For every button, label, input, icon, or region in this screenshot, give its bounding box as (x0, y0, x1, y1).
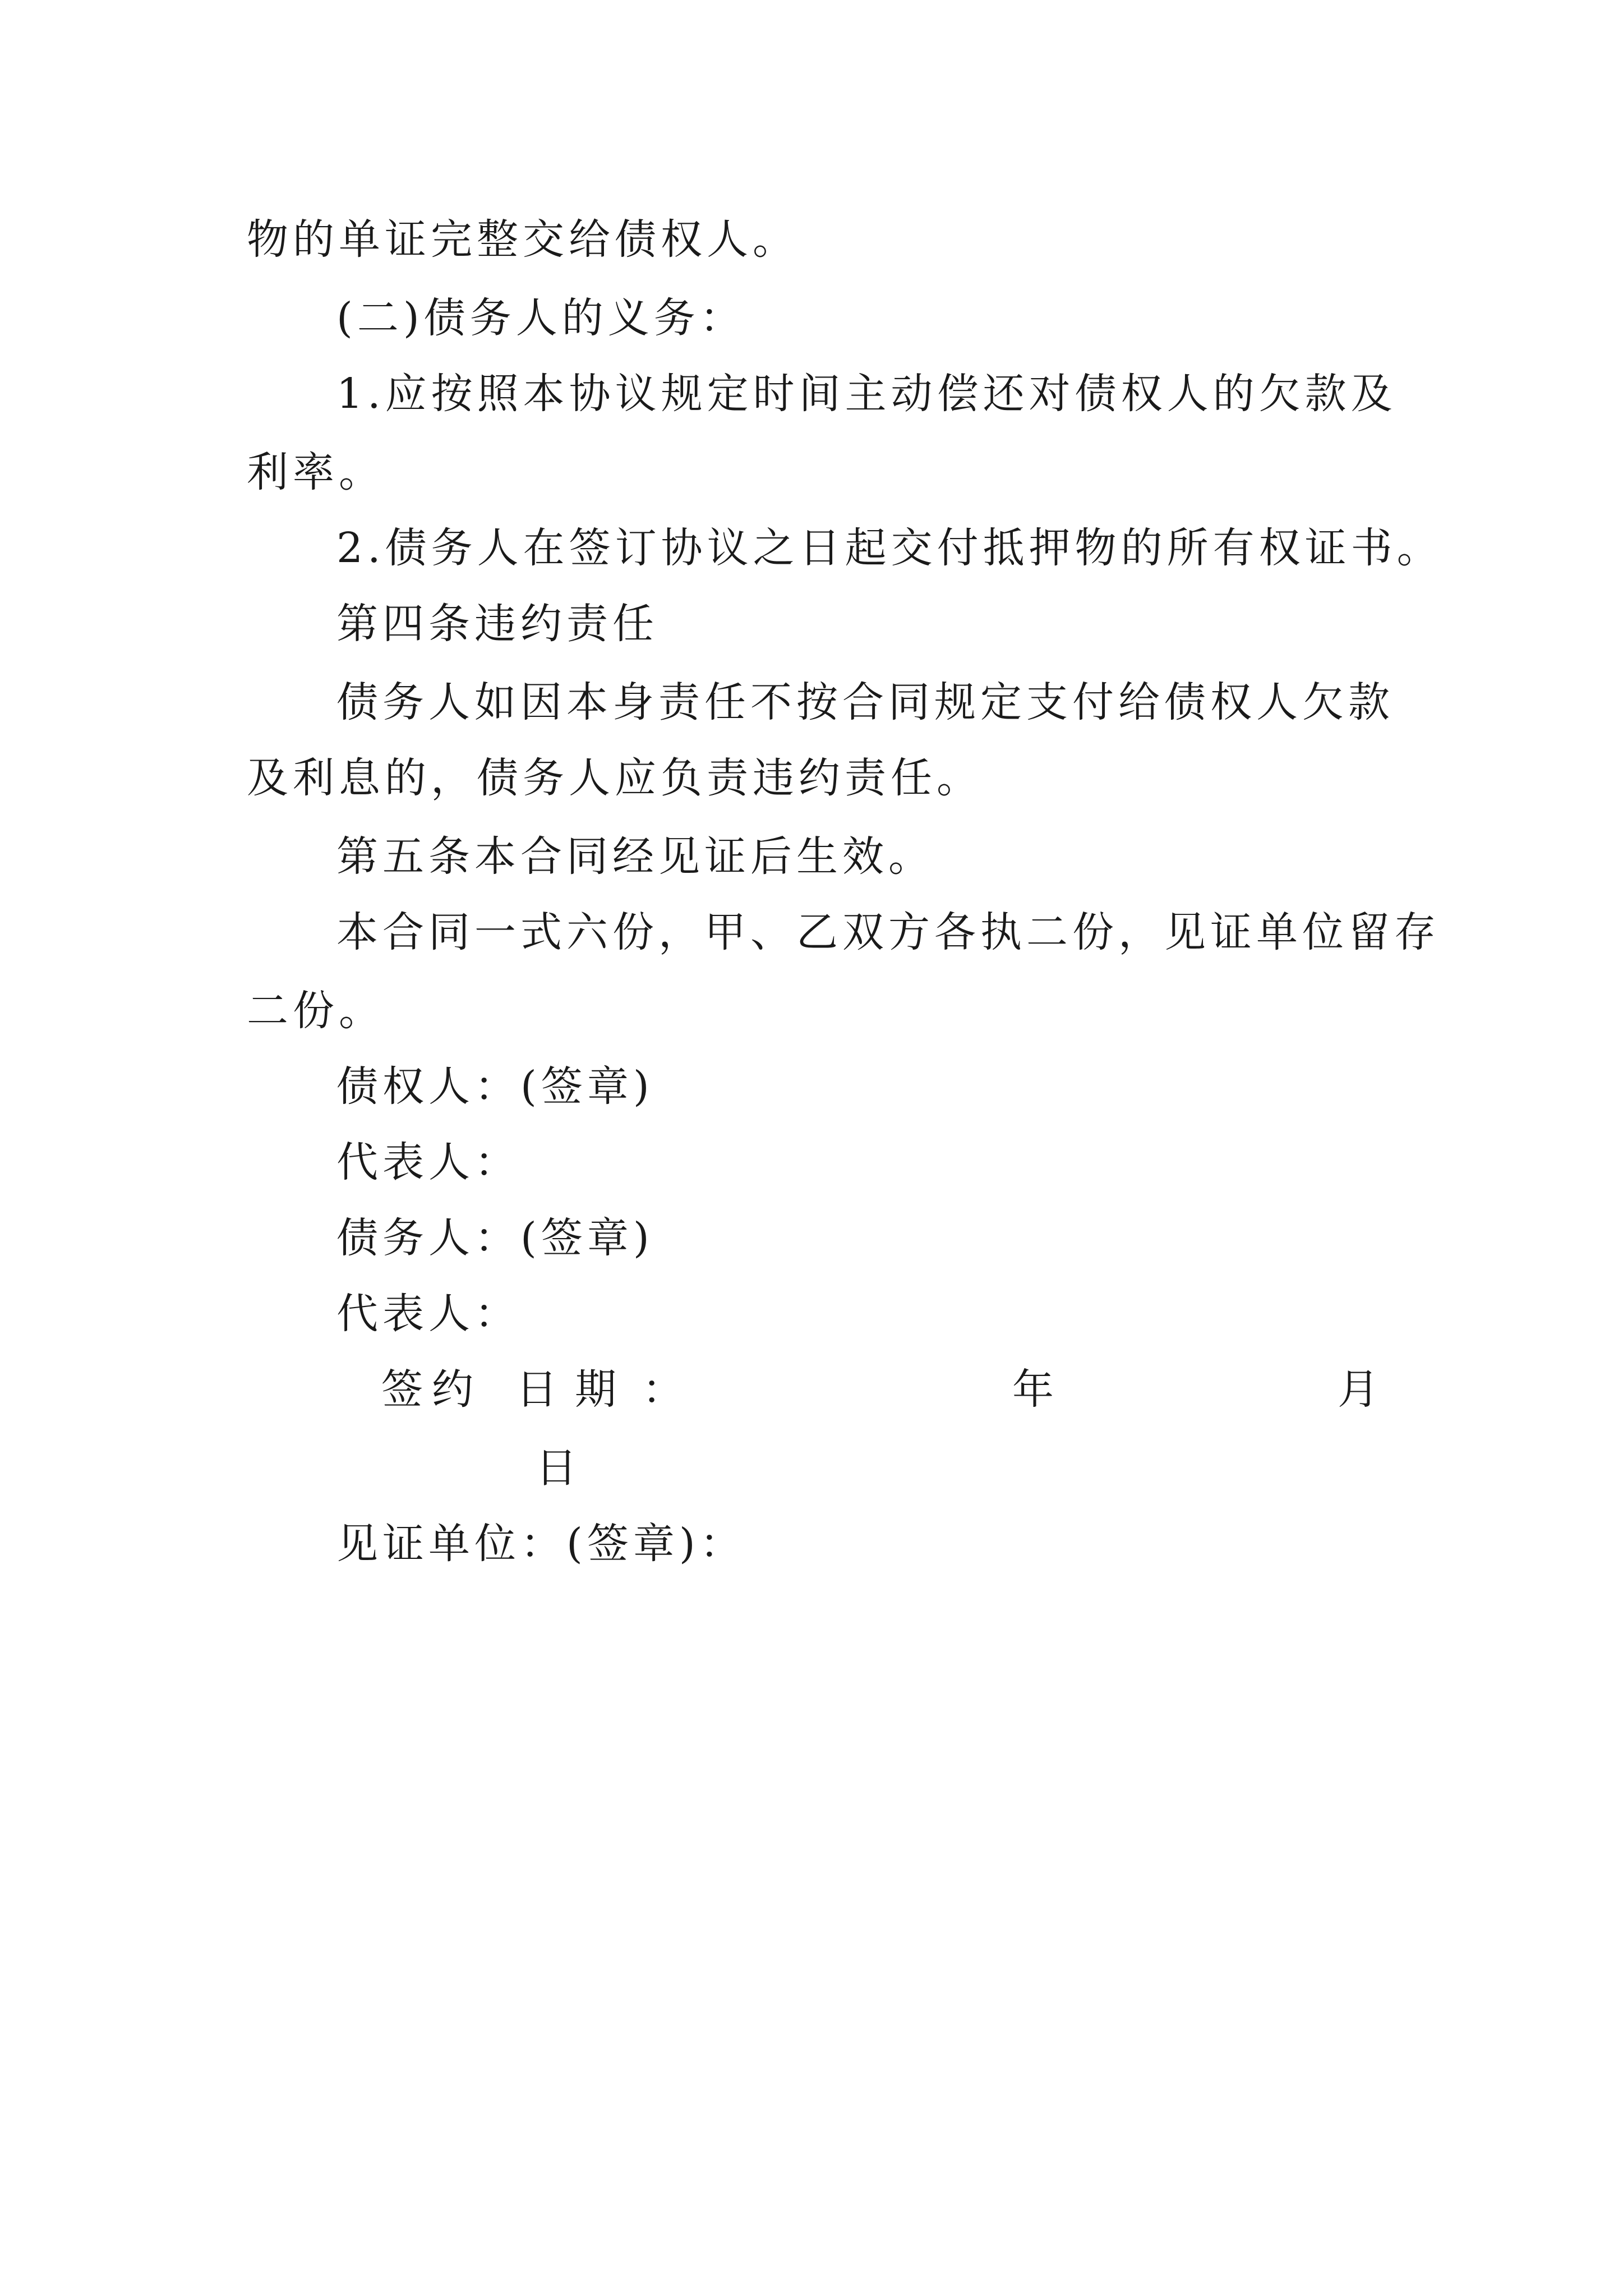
creditor-signature-line: 债权人：(签章) (336, 1062, 654, 1111)
signing-date-label-char: 期 (575, 1365, 616, 1414)
paragraph-line: 2.债务人在签订协议之日起交付抵押物的所有权证书。 (336, 524, 1443, 572)
signing-date-month: 月 (1338, 1365, 1379, 1414)
witness-signature-line: 见证单位：(签章)： (336, 1520, 746, 1568)
creditor-representative-line: 代表人： (336, 1138, 520, 1186)
signing-date-label-char: ： (642, 1365, 684, 1414)
signing-date-label-char: 约 (432, 1365, 473, 1414)
signing-date-label-char: 签 (381, 1365, 423, 1414)
paragraph-line: 及利息的，债务人应负责违约责任。 (247, 754, 983, 802)
paragraph-line: 本合同一式六份，甲、乙双方各执二份，见证单位留存 (336, 908, 1440, 956)
debtor-signature-line: 债务人：(签章) (336, 1214, 654, 1262)
section-heading: (二)债务人的义务： (336, 294, 746, 342)
paragraph-line: 利率。 (247, 448, 385, 496)
paragraph-line: 二份。 (247, 987, 385, 1035)
article-heading: 第四条违约责任 (336, 600, 658, 648)
paragraph-line: 债务人如因本身责任不按合同规定支付给债权人欠款 (336, 678, 1394, 726)
signing-date-year: 年 (1012, 1365, 1054, 1414)
signing-date-day: 日 (536, 1444, 582, 1492)
signing-date-label-char: 日 (516, 1365, 557, 1414)
paragraph-line: 1.应按照本协议规定时间主动偿还对债权人的欠款及 (336, 370, 1397, 418)
article-heading: 第五条本合同经见证后生效。 (336, 832, 934, 881)
paragraph-line: 物的单证完整交给债权人。 (247, 215, 799, 264)
debtor-representative-line: 代表人： (336, 1290, 520, 1338)
signing-date-row (381, 1365, 1391, 1414)
